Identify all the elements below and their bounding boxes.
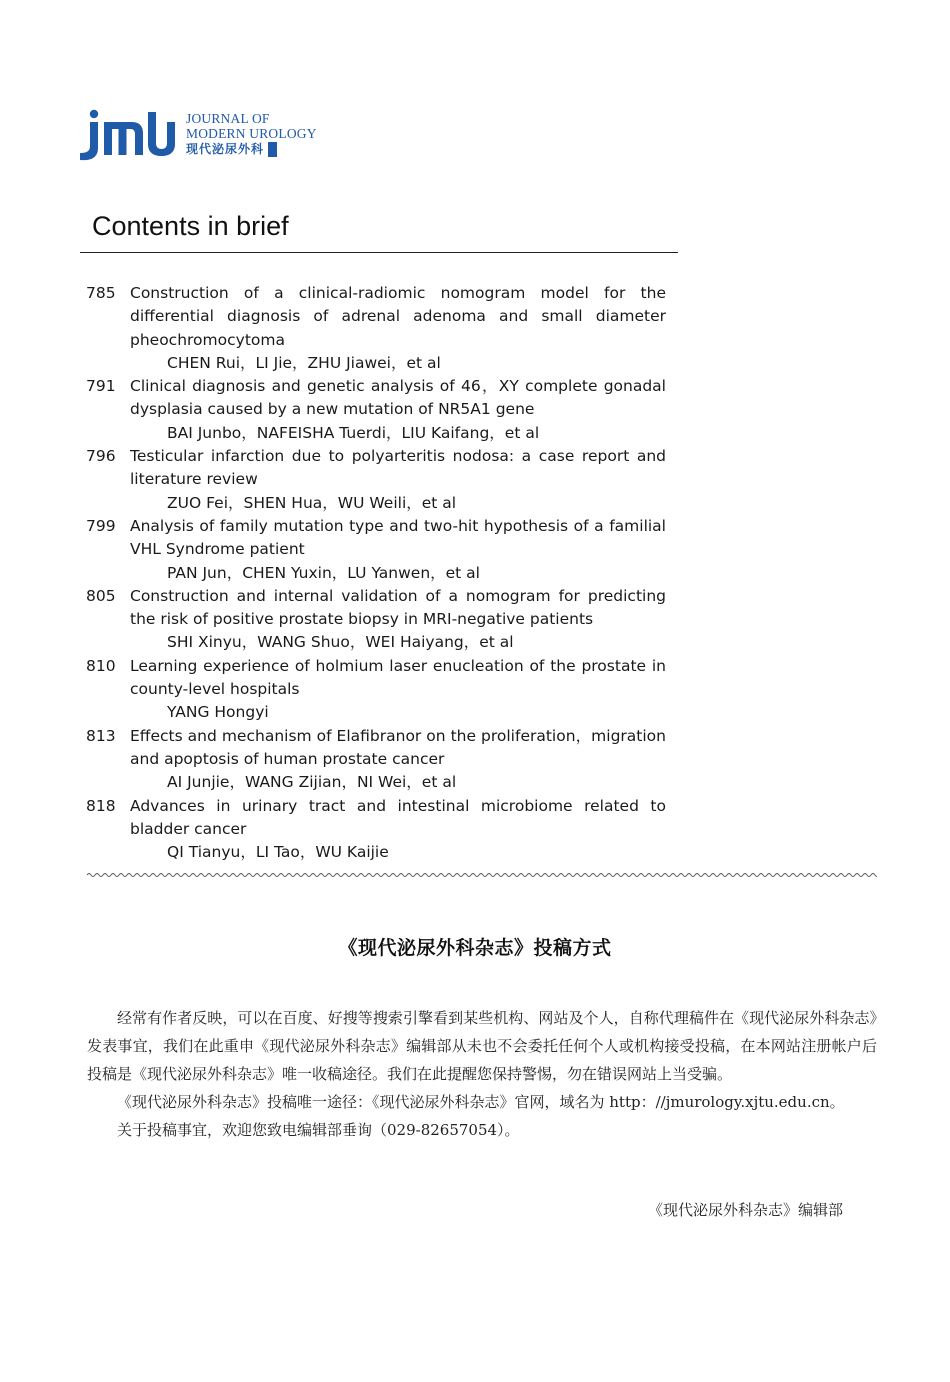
entry-title: Construction and internal validation of a nomogram for predicting the risk of positive prostate biopsy in MRI-negative patients xyxy=(130,586,666,629)
entry-page-number: 810 xyxy=(86,656,116,675)
entry-body xyxy=(130,585,666,655)
contents-entry xyxy=(86,655,666,725)
entry-body xyxy=(130,375,666,445)
journal-logo xyxy=(80,108,330,164)
contents-entry xyxy=(86,375,666,445)
contents-entry xyxy=(86,585,666,655)
contents-entry xyxy=(86,282,666,375)
entry-title: Effects and mechanism of Elafibranor on the proliferation，migration and apoptosis of human prostate cancer xyxy=(130,726,666,768)
notice-title: 《现代泌尿外科杂志》投稿方式 xyxy=(338,937,612,959)
journal-name-line2: MODERN UROLOGY xyxy=(186,126,317,141)
entry-body xyxy=(130,655,666,725)
entry-page-number: 813 xyxy=(86,726,116,745)
entry-authors: PAN Jun，CHEN Yuxin，LU Yanwen，et al xyxy=(167,563,480,582)
notice-paragraph: 《现代泌尿外科杂志》投稿唯一途径：《现代泌尿外科杂志》官网，域名为 http：//jmurology.xjtu.edu.cn。 xyxy=(117,1093,845,1111)
journal-name xyxy=(186,111,317,158)
entry-authors: CHEN Rui，LI Jie，ZHU Jiawei，et al xyxy=(167,353,441,372)
entry-authors: SHI Xinyu，WANG Shuo，WEI Haiyang，et al xyxy=(167,633,514,652)
contents-entry xyxy=(86,515,666,585)
seal-stamp xyxy=(268,142,277,157)
contents-list xyxy=(86,282,666,864)
entry-page-number: 791 xyxy=(86,377,116,396)
jmu-logo-mark xyxy=(80,108,180,164)
notice-body xyxy=(87,1004,877,1144)
entry-title: Clinical diagnosis and genetic analysis of 46，XY complete gonadal dysplasia caused by a new mutation of NR5A1 gene xyxy=(130,377,666,419)
entry-page-number: 805 xyxy=(86,586,116,605)
entry-body xyxy=(130,445,666,515)
page-title: Contents in brief xyxy=(92,211,289,241)
entry-page-number: 785 xyxy=(86,284,116,302)
notice-signature: 《现代泌尿外科杂志》编辑部 xyxy=(647,1201,843,1219)
journal-name-chinese xyxy=(186,141,317,158)
entry-body xyxy=(130,795,666,865)
entry-title: Testicular infarction due to polyarteritis nodosa: a case report and literature review xyxy=(130,447,666,489)
entry-title: Construction of a clinical-radiomic nomogram model for the differential diagnosis of adrenal adenoma and small diameter pheochromocytoma xyxy=(130,284,666,349)
entry-body xyxy=(130,725,666,795)
notice-paragraph: 经常有作者反映，可以在百度、好搜等搜索引擎看到某些机构、网站及个人，自称代理稿件在《现代泌尿外科杂志》发表事宜，我们在此重申《现代泌尿外科杂志》编辑部从未也不会委托任何个人或机构接受投稿，在本网站注册帐户后投稿是《现代泌尿外科杂志》唯一收稿途径。我们在此提醒您保持警惕，勿在错误网站上当受骗。 xyxy=(87,1009,877,1083)
title-divider xyxy=(80,252,678,253)
notice-paragraph: 关于投稿事宜，欢迎您致电编辑部垂询（029-82657054）。 xyxy=(117,1121,520,1139)
entry-body xyxy=(130,282,666,375)
entry-authors: BAI Junbo，NAFEISHA Tuerdi，LIU Kaifang，et al xyxy=(167,423,540,442)
entry-page-number: 818 xyxy=(86,796,116,815)
contents-entry xyxy=(86,795,666,865)
entry-authors: ZUO Fei，SHEN Hua，WU Weili，et al xyxy=(167,493,457,512)
entry-page-number: 799 xyxy=(86,516,116,535)
entry-title: Analysis of family mutation type and two-hit hypothesis of a familial VHL Syndrome patient xyxy=(130,516,666,559)
entry-title: Learning experience of holmium laser enucleation of the prostate in county-level hospitals xyxy=(130,656,666,699)
journal-name-chinese-text: 现代泌尿外科 xyxy=(186,142,265,156)
entry-page-number: 796 xyxy=(86,447,116,466)
contents-entry xyxy=(86,725,666,795)
wavy-divider xyxy=(87,870,877,880)
contents-entry xyxy=(86,445,666,515)
entry-authors: AI Junjie，WANG Zijian，NI Wei，et al xyxy=(167,773,457,792)
entry-authors: YANG Hongyi xyxy=(167,703,269,722)
entry-title: Advances in urinary tract and intestinal microbiome related to bladder cancer xyxy=(130,796,666,838)
journal-name-line1: JOURNAL OF xyxy=(186,111,270,126)
entry-authors: QI Tianyu，LI Tao，WU Kaijie xyxy=(167,843,389,862)
entry-body xyxy=(130,515,666,585)
